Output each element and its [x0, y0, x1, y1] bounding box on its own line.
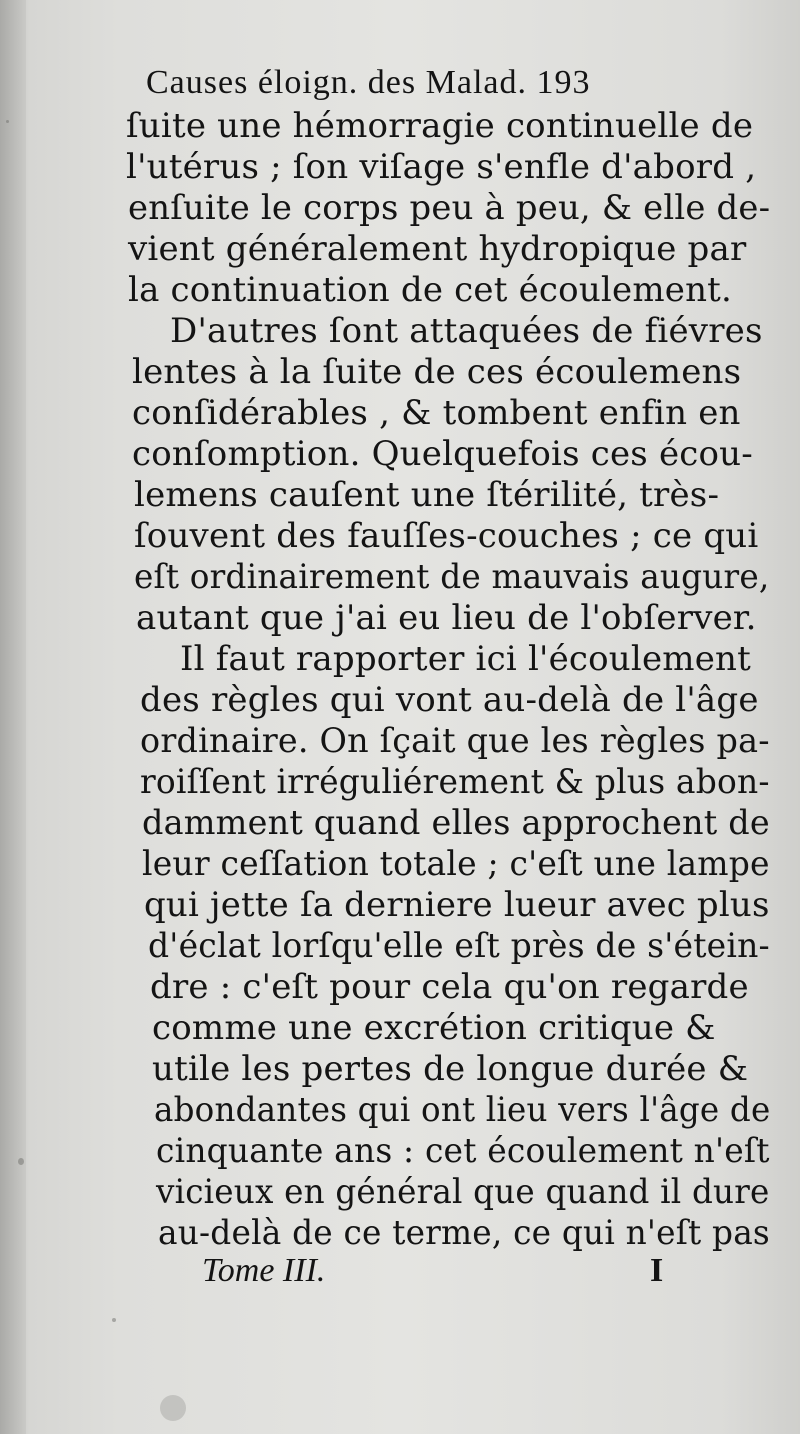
text-line: roiſſent irréguliérement & plus abon- [140, 762, 770, 802]
volume-label: Tome III. [202, 1252, 326, 1289]
text-line: la continuation de cet écoulement. [128, 270, 733, 310]
text-line: lemens cauſent une ſtérilité, très- [134, 475, 720, 515]
text-line: utile les pertes de longue durée & [152, 1049, 749, 1089]
text-line: ſouvent des fauſſes-couches ; ce qui [134, 516, 759, 556]
text-line: enſuite le corps peu à peu, & elle de- [128, 188, 771, 228]
text-line: vicieux en général que quand il dure [156, 1172, 770, 1212]
text-line: cinquante ans : cet écoulement n'eſt [156, 1131, 770, 1171]
text-line: ſuite une hémorragie continuelle de [126, 106, 754, 146]
text-line: ordinaire. On ſçait que les règles pa- [140, 721, 770, 761]
text-line: comme une excrétion critique & [152, 1008, 716, 1048]
text-line: dre : c'eſt pour cela qu'on regarde [150, 967, 749, 1007]
text-line: eſt ordinairement de mauvais augure, [134, 557, 770, 597]
text-line: au-delà de ce terme, ce qui n'eſt pas [158, 1213, 770, 1253]
text-line: conſomption. Quelquefois ces écou- [132, 434, 753, 474]
text-line: conſidérables , & tombent enfin en [132, 393, 741, 433]
text-line: qui jette ſa derniere lueur avec plus [144, 885, 770, 925]
text-line: autant que j'ai eu lieu de l'obſerver. [136, 598, 757, 638]
running-header: Causes éloign. des Malad. 193 [146, 64, 591, 101]
text-line: l'utérus ; ſon viſage s'enfle d'abord , [126, 147, 757, 187]
text-line: d'éclat lorſqu'elle eſt près de s'étein- [148, 926, 770, 966]
text-line: lentes à la ſuite de ces écoulemens [132, 352, 742, 392]
signature-mark: I [650, 1252, 664, 1289]
text-line: damment quand elles approchent de [142, 803, 770, 843]
text-line: des règles qui vont au-delà de l'âge [140, 680, 759, 720]
text-line: D'autres ſont attaquées de fiévres [170, 311, 763, 351]
text-line: abondantes qui ont lieu vers l'âge de [154, 1090, 771, 1130]
text-line: vient généralement hydropique par [128, 229, 747, 269]
text-line: Il faut rapporter ici l'écoulement [180, 639, 752, 679]
text-line: leur ceſſation totale ; c'eſt une lampe [142, 844, 770, 884]
